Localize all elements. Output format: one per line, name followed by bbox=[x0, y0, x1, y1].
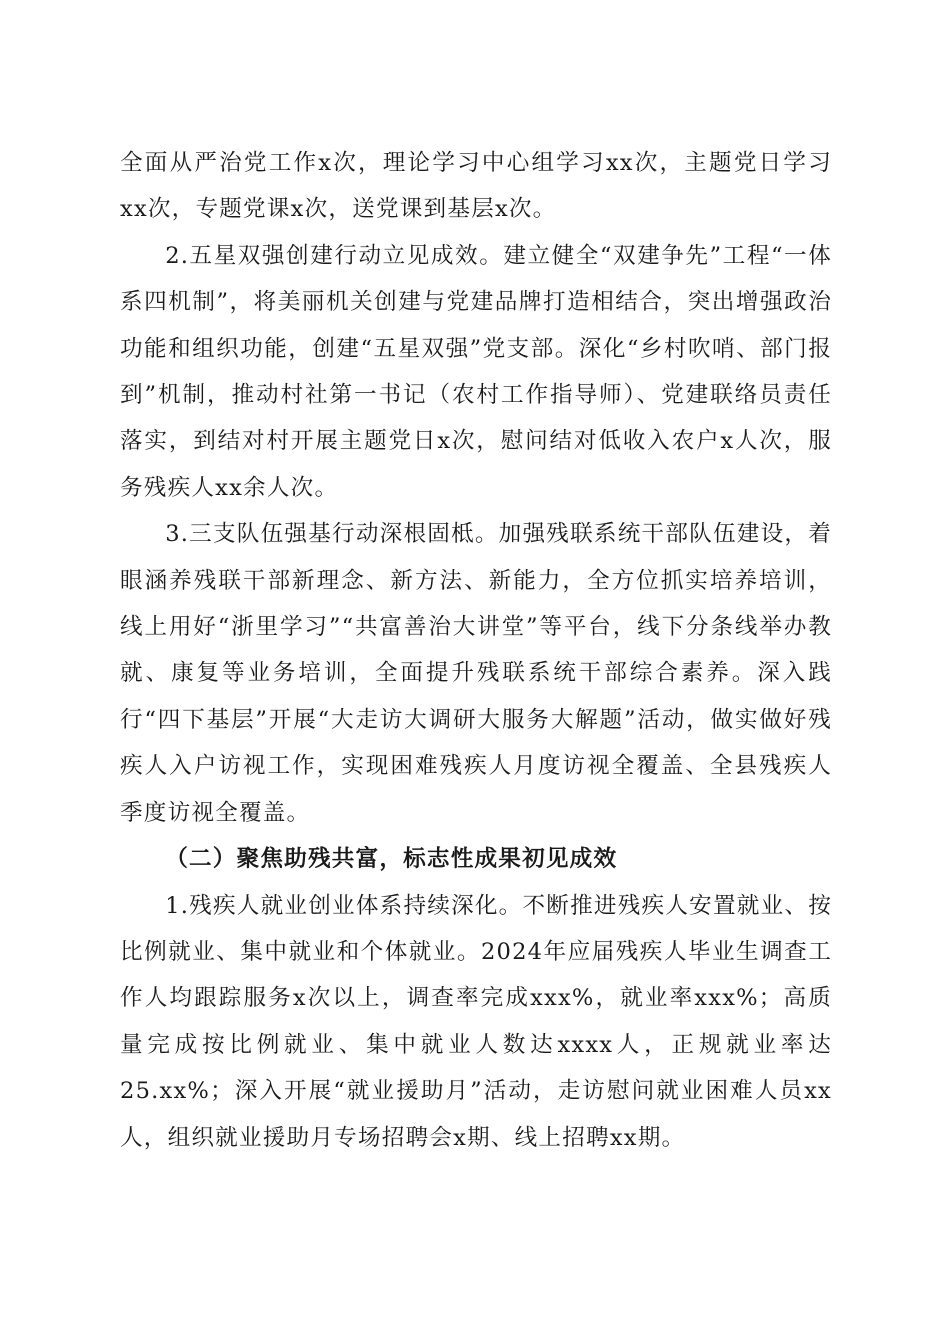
paragraph-five-star-dual-strength: 2.五星双强创建行动立见成效。建立健全“双建争先”工程“一体系四机制”，将美丽机关创建与党建品牌打造相结合，突出增强政治功能和组织功能，创建“五星双强”党支部。深化“乡村吹哨、部门报到”机制，推动村社第一书记（农村工作指导师）、党建联络员责任落实，到结对村开展主题党日x次，慰问结对低收入农户x人次，服务残疾人xx余人次。 bbox=[120, 242, 832, 501]
section-heading: （二）聚焦助残共富，标志性成果初见成效 bbox=[165, 846, 618, 873]
document-body bbox=[120, 140, 832, 1161]
paragraph-continuation: 全面从严治党工作x次，理论学习中心组学习xx次，主题党日学习xx次，专题党课x次，送党课到基层x次。 bbox=[120, 150, 832, 223]
paragraph-employment-system: 1.残疾人就业创业体系持续深化。不断推进残疾人安置就业、按比例就业、集中就业和个体就业。2024年应届残疾人毕业生调查工作人均跟踪服务x次以上，调查率完成xxx%，就业率xxx%；高质量完成按比例就业、集中就业人数达xxxx人，正规就业率达25.xx%；深入开展“就业援助月”活动，走访慰问就业困难人员xx人，组织就业援助月专场招聘会x期、线上招聘xx期。 bbox=[120, 892, 832, 1151]
paragraph-three-teams: 3.三支队伍强基行动深根固柢。加强残联系统干部队伍建设，着眼涵养残联干部新理念、新方法、新能力，全方位抓实培养培训，线上用好“浙里学习”“共富善治大讲堂”等平台，线下分条线举办教就、康复等业务培训，全面提升残联系统干部综合素养。深入践行“四下基层”开展“大走访大调研大服务大解题”活动，做实做好残疾人入户访视工作，实现困难残疾人月度访视全覆盖、全县残疾人季度访视全覆盖。 bbox=[120, 521, 832, 826]
